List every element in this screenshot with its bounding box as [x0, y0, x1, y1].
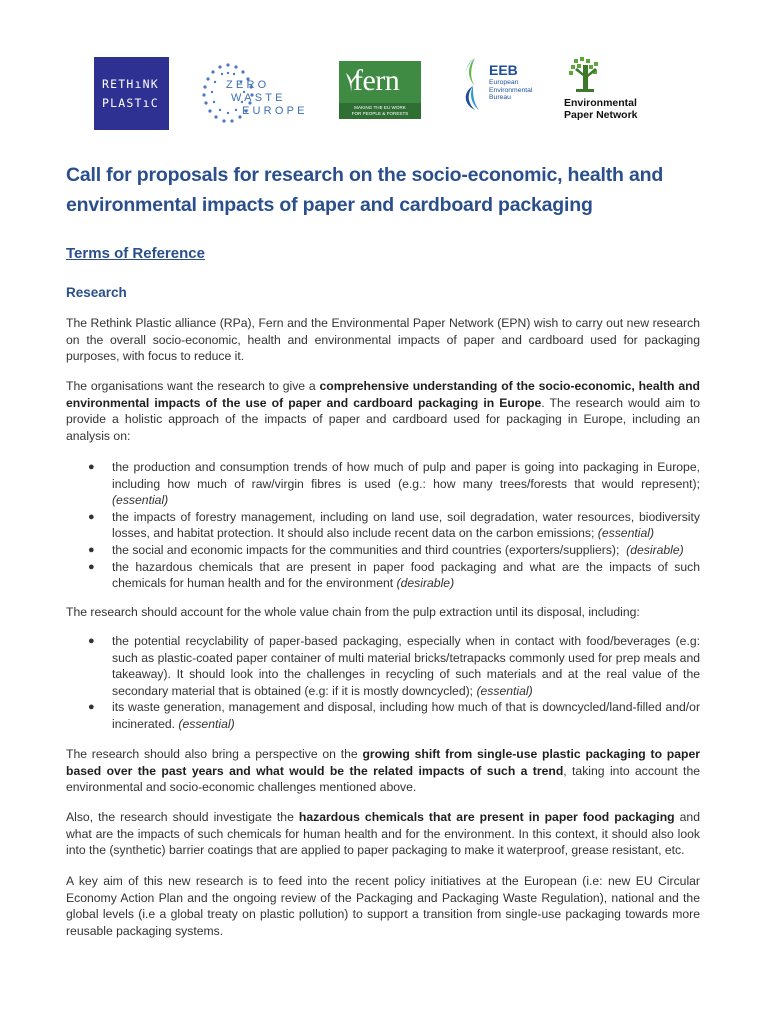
list-item-tag: (essential): [112, 493, 169, 508]
research-heading: Research: [66, 285, 127, 300]
shift-paragraph: [66, 746, 700, 796]
list-item: [66, 542, 700, 559]
rethink-plastic-logo-line1: RETHıNK: [102, 76, 159, 91]
analysis-list: [66, 459, 700, 592]
fern-logo-tagline-line1: MAKING THE EU WORK: [354, 105, 406, 110]
fern-logo-word: fern: [353, 64, 400, 97]
document-title: Call for proposals for research on the socio-economic, health and environmental impacts of paper and cardboard packaging: [66, 164, 664, 216]
list-item: [66, 559, 700, 592]
eeb-logo: [461, 56, 551, 112]
value-chain-paragraph: The research should account for the whole value chain from the pulp extraction until its disposal, including:: [66, 605, 640, 619]
bullet-icon: ●: [88, 560, 95, 573]
partner-logos: [0, 56, 768, 132]
chemicals-text-a: Also, the research should investigate the: [66, 810, 299, 824]
shift-text-c: , taking into account the environmental and socio-economic challenges mentioned above.: [66, 763, 701, 795]
eeb-logo-name-line1: European: [489, 79, 519, 86]
list-item: [66, 699, 700, 732]
list-item-tag: (essential): [476, 683, 533, 698]
document-body: [66, 160, 701, 938]
bullet-icon: ●: [88, 461, 95, 473]
intro-paragraph: The Rethink Plastic alliance (RPa), Fern and the Environmental Paper Network (EPN) wish to carry out new research on the overall socio-economic, health and environmental impacts of paper and cardboard used for packaging purposes, with focus to reduce it.: [66, 316, 700, 364]
list-item-tag: (essential): [178, 716, 235, 731]
zero-waste-logo-word2: WASTE: [231, 92, 286, 104]
shift-text-bold: growing shift from single-use plastic packaging to paper based over the past years and what would be the related impacts of such a trend: [66, 747, 700, 778]
policy-paragraph: A key aim of this new research is to feed into the recent policy initiatives at the European (i.e: new EU Circular Economy Action Plan and the ongoing review of the Packaging and Packaging Waste Regulation), national and the global levels (i.e a global treaty on plastic pollution) to support a transition from single-use packaging towards more reusable packaging systems.: [66, 874, 700, 938]
list-item-text: the social and economic impacts for the communities and third countries (exporters/suppliers);: [112, 542, 620, 557]
list-item-tag: (desirable): [626, 542, 684, 557]
aims-paragraph: [66, 378, 700, 444]
bullet-icon: ●: [88, 635, 95, 647]
list-item-tag: (desirable): [396, 576, 455, 591]
bullet-icon: ●: [88, 543, 95, 556]
aims-text-a: The organisations want the research to give a: [66, 379, 320, 393]
aims-text-c: . The research would aim to provide a holistic approach of the impacts of paper and cardboard used for packaging in Europe, including an analysis on:: [66, 395, 700, 443]
shift-text-a: The research should also bring a perspective on the: [66, 747, 363, 761]
eeb-logo-acronym: EEB: [489, 62, 518, 78]
list-item: [66, 633, 700, 699]
fern-logo-tagline: [339, 103, 421, 119]
tree-icon: [566, 56, 606, 96]
epn-logo-name-line2: Paper Network: [564, 109, 638, 121]
fern-logo-tagline-line2: FOR PEOPLE & FORESTS: [351, 110, 409, 116]
chemicals-text-c: and what are the impacts of such chemicals for human health and for the environment. In this context, it should also look into the (synthetic) barrier coatings that are applied to paper packaging to make it waterproof, grease resistant, etc.: [66, 810, 700, 858]
chemicals-text-bold: hazardous chemicals that are present in paper food packaging: [298, 810, 675, 824]
list-item: [66, 509, 700, 542]
value-chain-list: [66, 633, 700, 733]
aims-text-bold: comprehensive understanding of the socio-economic, health and environmental impacts of the use of paper and cardboard packaging in Europe: [66, 379, 700, 410]
eeb-logo-name-line2: Environmental: [489, 86, 533, 94]
environmental-paper-network-logo: [562, 56, 652, 122]
zero-waste-logo-word3: EUROPE: [242, 105, 308, 117]
epn-logo-name: [564, 97, 638, 121]
list-item-text: the production and consumption trends of how much of pulp and paper is going into packaging in Europe, including how much of raw/virgin fibres is used (e.g.: how many trees/forests that would represent);: [112, 460, 700, 491]
rethink-plastic-logo: [94, 57, 169, 130]
fern-logo: [339, 61, 421, 119]
bullet-icon: ●: [88, 701, 95, 714]
list-item-text: its waste generation, management and disposal, including how much of that is downcycled/land-filled and/or incinerated.: [112, 700, 700, 731]
eeb-mark-icon: [461, 56, 487, 112]
list-item-text: the hazardous chemicals that are present in paper food packaging and what are the impacts of such chemicals for human health and for the environment: [112, 559, 700, 591]
list-item-text: the impacts of forestry management, including on land use, soil degradation, water resources, biodiversity losses, and habitat protection. It should also include recent data on the carbon emissions;: [112, 509, 700, 541]
zero-waste-logo-word1: ZERO: [226, 79, 270, 91]
bullet-icon: ●: [88, 510, 95, 523]
eeb-logo-name: [489, 79, 549, 102]
zero-waste-europe-logo: [198, 60, 310, 126]
rethink-plastic-logo-line2: PLASTıC: [102, 95, 159, 110]
terms-of-reference-heading: Terms of Reference: [66, 245, 205, 262]
eeb-logo-name-line3: Bureau: [489, 94, 511, 102]
chemicals-paragraph: [66, 809, 700, 859]
epn-logo-name-line1: Environmental: [564, 97, 637, 109]
list-item-text: the potential recyclability of paper-based packaging, especially when in contact with food/beverages (e.g: such as plastic-coated paper container of multi material bricks/tetrapacks commonly used for prep meals and takeaway). It should look into the challenges in recycling of such materials and at the real value of the secondary material that is obtained (e.g: if it is mostly downcycled);: [112, 634, 700, 698]
list-item-tag: (essential): [597, 526, 654, 541]
list-item: [66, 459, 700, 509]
